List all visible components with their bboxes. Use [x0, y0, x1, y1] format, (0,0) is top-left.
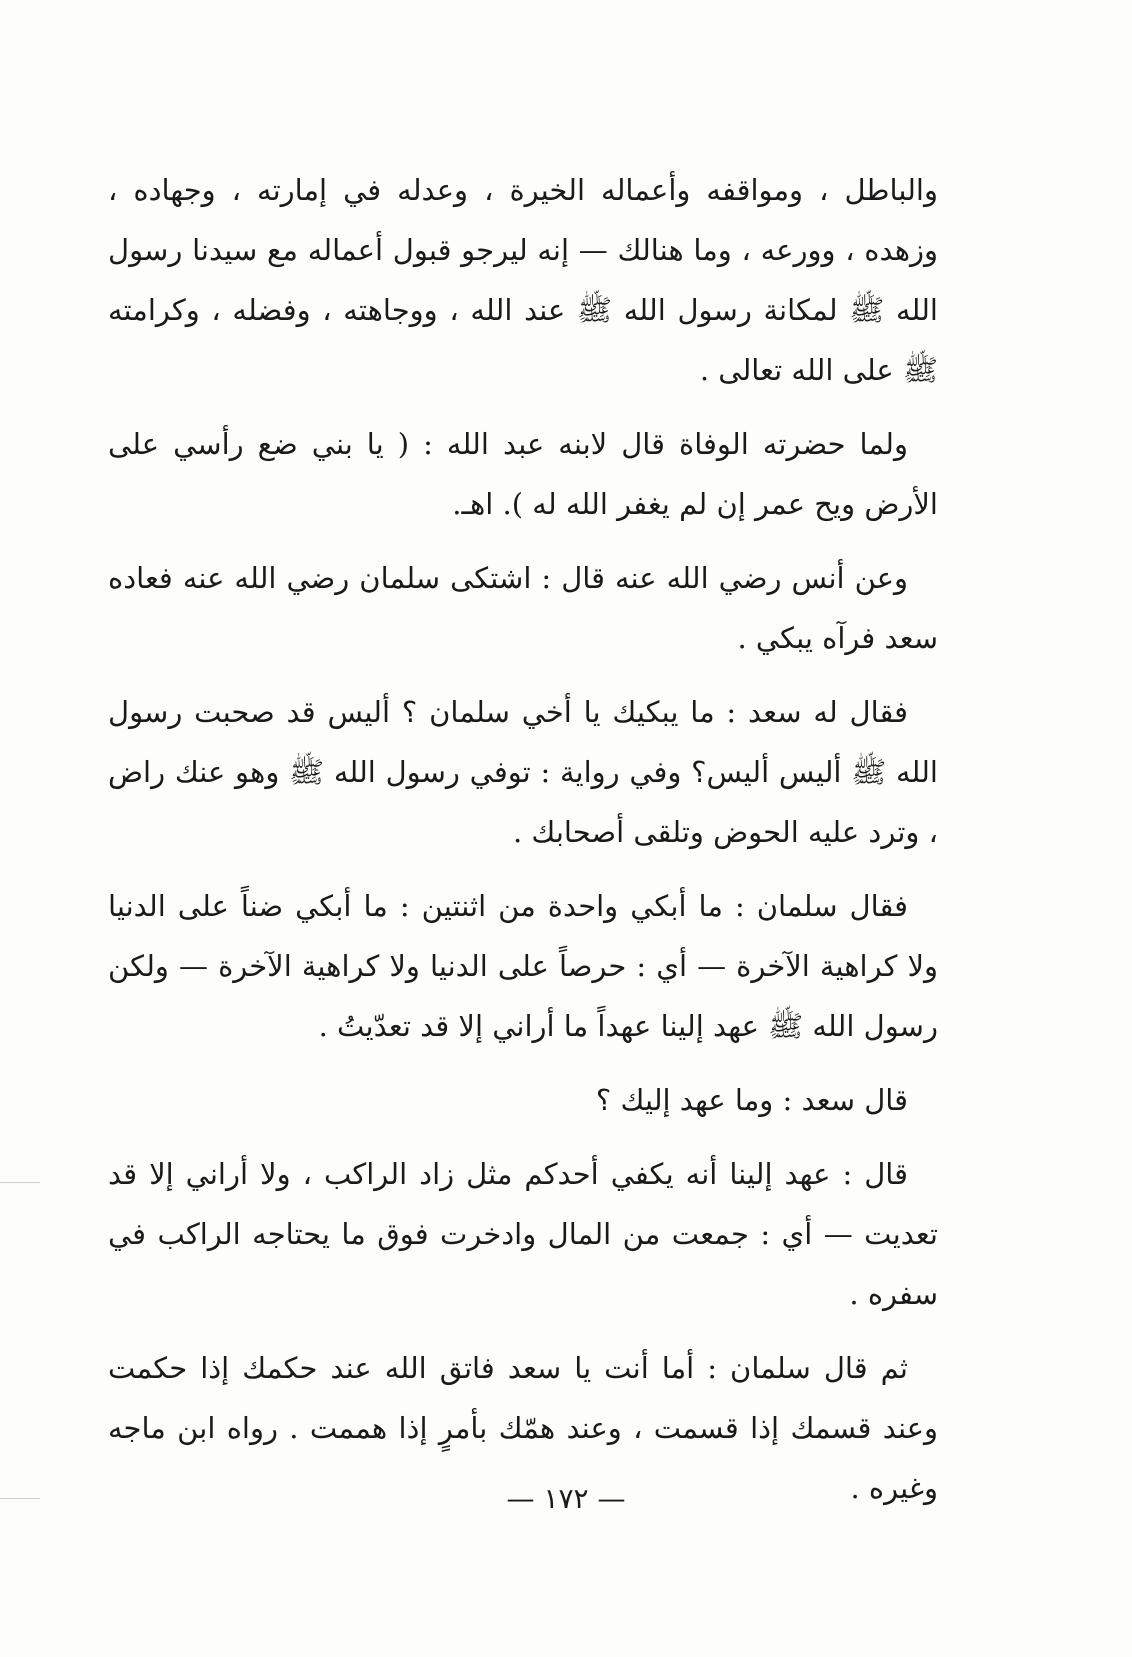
paragraph: قال سعد : وما عهد إليك ؟: [595, 1083, 908, 1117]
paragraph: والباطل ، ومواقفه وأعماله الخيرة ، وعدله في إمارته ، وجهاده ، وزهده ، وورعه ، وما هنالك — إنه ليرجو قبول أعماله مع سيدنا رسول الله ﷺ لمكانة رسول الله ﷺ عند الله ، ووجاهته ، وفضله ، وكرامته ﷺ على الله تعالى .: [108, 173, 938, 387]
paragraph: فقال سلمان : ما أبكي واحدة من اثنتين : ما أبكي ضناً على الدنيا ولا كراهية الآخرة — أي : حرصاً على الدنيا ولا كراهية الآخرة — ولكن رسول الله ﷺ عهد إلينا عهداً ما أراني إلا قد تعدّيتُ .: [108, 889, 938, 1043]
paragraph: قال : عهد إلينا أنه يكفي أحدكم مثل زاد الراكب ، ولا أراني إلا قد تعديت — أي : جمعت من المال وادخرت فوق ما يحتاجه الراكب في سفره .: [108, 1157, 938, 1311]
page-number: — ١٧٢ —: [506, 1482, 626, 1515]
scan-edge-mark: [0, 1182, 40, 1183]
body-text: [108, 160, 938, 1532]
paragraph: ثم قال سلمان : أما أنت يا سعد فاتق الله عند حكمك إذا حكمت وعند قسمك إذا قسمت ، وعند همّك بأمرٍ إذا هممت . رواه ابن ماجه وغيره .: [108, 1351, 938, 1505]
paragraph: ولما حضرته الوفاة قال لابنه عبد الله : ( يا بني ضع رأسي على الأرض ويح عمر إن لم يغفر الله له ). اهـ.: [108, 427, 938, 521]
paragraph: فقال له سعد : ما يبكيك يا أخي سلمان ؟ أليس قد صحبت رسول الله ﷺ أليس أليس؟ وفي رواية : توفي رسول الله ﷺ وهو عنك راض ، وترد عليه الحوض وتلقى أصحابك .: [108, 695, 938, 849]
paragraph: وعن أنس رضي الله عنه قال : اشتكى سلمان رضي الله عنه فعاده سعد فرآه يبكي .: [108, 561, 938, 655]
